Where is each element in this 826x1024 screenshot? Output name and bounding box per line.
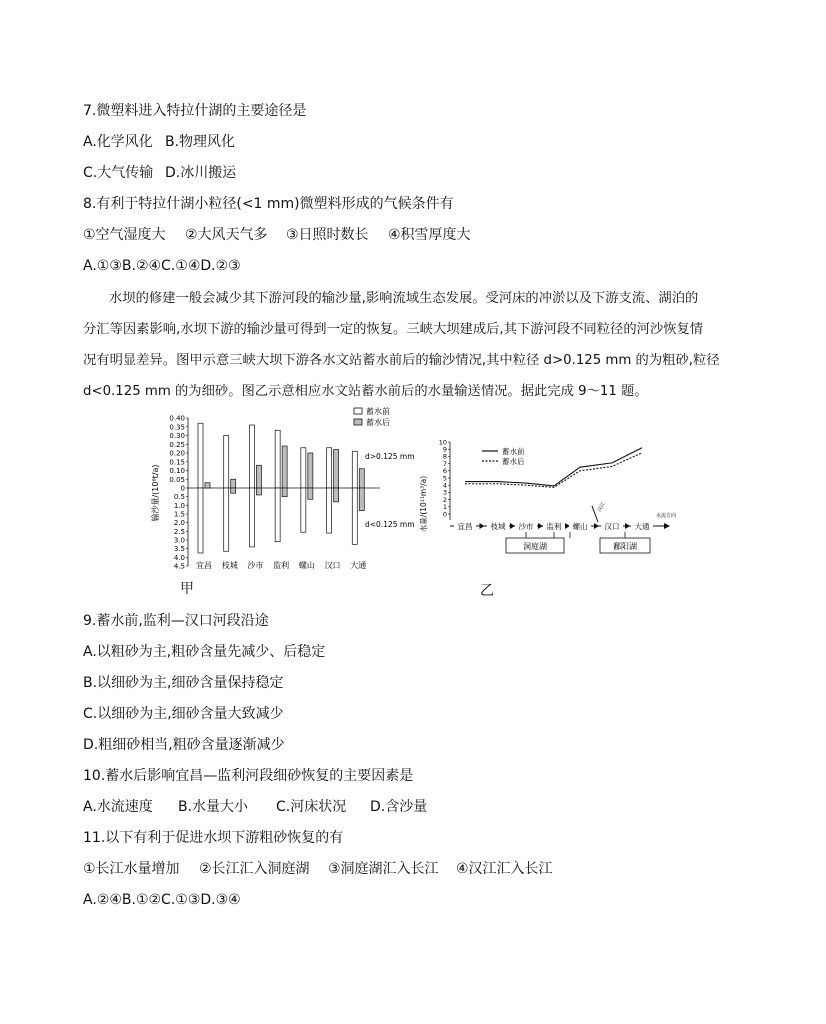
- jia-bar-fine-before: [327, 488, 332, 533]
- q11-options[interactable]: A.②④B.①②C.①③D.③④: [83, 892, 241, 908]
- jia-ylabel: 输沙量/(10⁸t/a): [151, 464, 160, 522]
- yi-tick-label: 9: [442, 445, 447, 454]
- jia-bar-fine-after: [334, 488, 339, 502]
- q11-item-1: ①长江水量增加: [83, 861, 180, 877]
- jia-bar-fine-before: [275, 488, 280, 542]
- q7-option-d[interactable]: D.冰川搬运: [165, 165, 237, 181]
- passage-line-1: 水坝的修建一般会减少其下游河段的输沙量,影响流域生态发展。受河床的冲淤以及下游支流、湖泊的: [109, 291, 699, 306]
- yi-tick-label: 8: [442, 452, 447, 461]
- jia-tick-label: 4.5: [173, 562, 185, 571]
- jia-bar-coarse-after: [205, 483, 210, 488]
- jia-bar-fine-before: [198, 488, 203, 553]
- jia-bar-coarse-after: [256, 465, 261, 488]
- jia-bar-coarse-after: [359, 469, 364, 488]
- jia-legend-before: 蓄水前: [366, 407, 390, 416]
- jia-tick-label: 3.0: [173, 536, 185, 545]
- q8-item-4: ④积雪厚度大: [388, 227, 471, 243]
- jia-tick-label: 0.25: [169, 440, 185, 449]
- jia-coarse-label: d>0.125 mm: [365, 452, 415, 461]
- jia-tick-label: 0.10: [169, 467, 185, 475]
- jia-bar-fine-after: [282, 488, 287, 497]
- yi-tick-label: 1: [442, 503, 447, 512]
- jia-tick-label: 0.15: [169, 458, 185, 467]
- q10-stem: 10.蓄水后影响宜昌—监利河段细砂恢复的主要因素是: [83, 768, 414, 784]
- jia-category-label: 螺山: [298, 561, 315, 570]
- q8-item-1: ①空气湿度大: [83, 227, 166, 243]
- yi-lake-dongting: 洞庭湖: [523, 542, 547, 551]
- q7-stem: 7.微塑料进入特拉什湖的主要途径是: [83, 103, 307, 119]
- yi-tributary-hanjiang: 汉江: [596, 501, 607, 513]
- jia-tick-label: 1.5: [173, 510, 185, 519]
- q9-option-c[interactable]: C.以细砂为主,细砂含量大致减少: [83, 706, 284, 722]
- yi-ylabel: 水量/(10¹¹m³/a): [419, 475, 428, 533]
- jia-category-label: 沙市: [247, 561, 264, 570]
- q11-item-2: ②长江汇入洞庭湖: [199, 861, 310, 877]
- yi-flow-direction: 水流方向: [656, 513, 677, 519]
- yi-lake-poyang: 鄱阳湖: [613, 542, 637, 551]
- yi-station-label: 监利: [546, 522, 562, 531]
- q10-option-c[interactable]: C.河床状况: [276, 799, 347, 815]
- jia-tick-label: 0.05: [169, 475, 185, 484]
- q8-stem: 8.有利于特拉什湖小粒径(<1 mm)微塑料形成的气候条件有: [83, 196, 454, 212]
- q7-option-c[interactable]: C.大气传输: [83, 165, 154, 181]
- jia-bar-coarse-before: [224, 436, 229, 489]
- jia-bar-coarse-before: [275, 430, 280, 488]
- q9-option-b[interactable]: B.以细砂为主,细砂含量保持稳定: [83, 675, 284, 691]
- q10-option-a[interactable]: A.水流速度: [83, 799, 153, 815]
- jia-bar-coarse-before: [198, 423, 203, 488]
- yi-flow-arrow: [625, 523, 630, 529]
- jia-bar-fine-before: [352, 488, 357, 544]
- jia-tick-label: 4.0: [173, 553, 185, 562]
- yi-station-label: 沙市: [518, 522, 534, 531]
- jia-bar-coarse-after: [308, 453, 313, 488]
- yi-tick-label: 7: [442, 459, 447, 468]
- jia-category-label: 汉口: [324, 561, 341, 570]
- yi-tick-label: 6: [442, 467, 447, 476]
- jia-legend-swatch-after: [354, 419, 362, 425]
- yi-station-label: 螺山: [572, 522, 588, 531]
- jia-bar-fine-after: [359, 488, 364, 511]
- jia-tick-label: 0.35: [169, 423, 185, 432]
- jia-tick-label: 0.20: [169, 449, 185, 458]
- figure-jia-label: 甲: [180, 581, 194, 597]
- yi-station-label: 大通: [634, 522, 650, 531]
- yi-axis: [439, 438, 450, 520]
- jia-category-label: 枝城: [221, 561, 238, 570]
- q11-stem: 11.以下有利于促进水坝下游粗砂恢复的有: [83, 830, 344, 846]
- q7-option-b[interactable]: B.物理风化: [165, 134, 236, 150]
- jia-tick-label: 0.5: [173, 493, 185, 502]
- yi-tick-label: 0: [442, 510, 447, 519]
- jia-tick-label: 2.0: [173, 519, 185, 528]
- figure-yi-label: 乙: [480, 583, 494, 599]
- figure-jia-sediment-chart: [150, 408, 430, 573]
- jia-category-label: 监利: [273, 561, 290, 570]
- jia-bar-coarse-before: [301, 448, 306, 488]
- q7-options-row1: [83, 132, 235, 152]
- yi-line-before: [465, 448, 642, 486]
- passage-line-3: 况有明显差异。图甲示意三峡大坝下游各水文站蓄水前后的输沙情况,其中粒径 d>0.125 mm 的为粗砂,粒径: [83, 353, 720, 368]
- yi-legend: [482, 446, 525, 466]
- jia-bar-coarse-after: [334, 450, 339, 489]
- q8-items: [83, 225, 471, 245]
- q7-options-row2: [83, 163, 236, 183]
- q9-option-a[interactable]: A.以粗砂为主,粗砂含量先减少、后稳定: [83, 644, 326, 660]
- yi-flow-arrow: [538, 523, 543, 529]
- yi-legend-after: 蓄水后: [502, 457, 525, 466]
- jia-bar-coarse-before: [327, 448, 332, 488]
- jia-bar-fine-before: [249, 488, 254, 547]
- jia-legend: [354, 406, 390, 427]
- q9-stem: 9.蓄水前,监利—汉口河段沿途: [83, 613, 269, 629]
- figure-yi-water-chart: [420, 432, 680, 562]
- q8-item-3: ③日照时数长: [286, 227, 369, 243]
- passage: [83, 283, 743, 407]
- jia-bar-coarse-before: [352, 451, 357, 488]
- jia-tick-label: 0.30: [169, 432, 185, 440]
- yi-tick-label: 10: [438, 438, 447, 447]
- q10-option-b[interactable]: B.水量大小: [178, 799, 249, 815]
- jia-bar-fine-before: [224, 488, 229, 551]
- jia-tick-label: 1.0: [173, 501, 185, 510]
- q10-options: [83, 797, 427, 817]
- yi-lines: [465, 448, 642, 488]
- q8-item-2: ②大风天气多: [185, 227, 268, 243]
- yi-flow-diagram: [450, 501, 676, 553]
- jia-bar-coarse-before: [249, 425, 254, 488]
- jia-tick-label: 3.5: [173, 545, 185, 554]
- q7-option-a[interactable]: A.化学风化: [83, 134, 153, 150]
- jia-category-label: 宜昌: [196, 561, 212, 570]
- jia-tick-label: 0.40: [169, 414, 185, 423]
- yi-legend-before: 蓄水前: [502, 447, 525, 456]
- jia-bar-coarse-after: [282, 446, 287, 488]
- jia-tick-label: 2.5: [173, 527, 185, 536]
- yi-tick-label: 4: [442, 481, 447, 490]
- yi-station-label: 宜昌: [457, 522, 473, 531]
- passage-line-4: d<0.125 mm 的为细砂。图乙示意相应水文站蓄水前后的水量输送情况。据此完成 9～11 题。: [83, 384, 648, 399]
- yi-station-label: 枝城: [490, 522, 506, 531]
- jia-bar-fine-after: [231, 488, 236, 493]
- yi-tick-label: 2: [442, 495, 447, 504]
- yi-flow-arrow: [480, 523, 485, 529]
- jia-tick-label: 0: [180, 484, 185, 493]
- yi-tick-label: 5: [442, 474, 447, 483]
- jia-category-label: 大通: [350, 561, 367, 570]
- yi-flow-arrow: [594, 523, 599, 529]
- jia-bar-fine-after: [308, 488, 313, 499]
- q11-item-4: ④汉江汇入长江: [456, 861, 553, 877]
- q11-items: [83, 859, 553, 879]
- q9-option-d[interactable]: D.粗细砂相当,粗砂含量逐渐减少: [83, 737, 285, 753]
- jia-fine-label: d<0.125 mm: [365, 520, 415, 529]
- jia-bars: [196, 423, 366, 570]
- yi-station-label: 汉口: [604, 522, 620, 531]
- yi-flow-arrow: [510, 523, 515, 529]
- yi-line-after: [465, 453, 642, 488]
- q11-item-3: ③洞庭湖汇入长江: [328, 861, 439, 877]
- jia-bar-fine-before: [301, 488, 306, 532]
- jia-bar-coarse-after: [231, 479, 236, 488]
- q8-options[interactable]: A.①③B.②④C.①④D.②③: [83, 258, 241, 274]
- jia-legend-swatch-before: [354, 408, 362, 414]
- jia-legend-after: 蓄水后: [366, 418, 390, 427]
- yi-flow-arrow-end: [664, 523, 670, 529]
- q10-option-d[interactable]: D.含沙量: [370, 799, 428, 815]
- yi-tick-label: 3: [442, 488, 447, 497]
- jia-bar-fine-after: [256, 488, 261, 495]
- passage-line-2: 分汇等因素影响,水坝下游的输沙量可得到一定的恢复。三峡大坝建成后,其下游河段不同粒径的河沙恢复情: [83, 322, 704, 337]
